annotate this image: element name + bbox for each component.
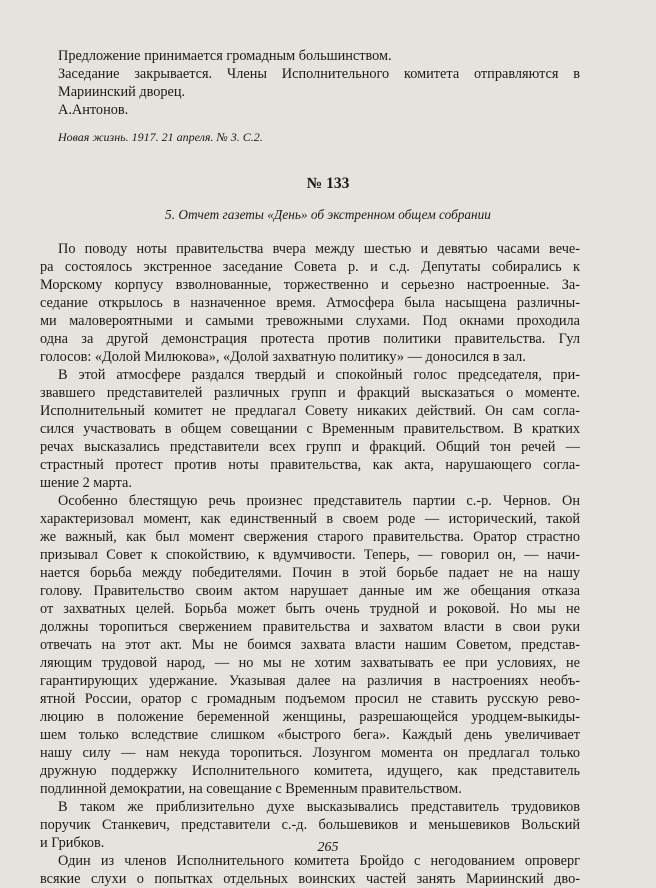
document-title: 5. Отчет газеты «День» об экстренном общем собрании (165, 207, 491, 222)
body-line: Исполнительный комитет не предлагал Совету никаких действий. Он сам согла- (40, 403, 580, 419)
body-line: страстный протест против ноты правительства, как акта, нарушающего согла- (40, 457, 580, 473)
body-line: В этой атмосфере раздался твердый и спокойный голос председателя, при- (58, 367, 580, 383)
body-line: от захватных целей. Борьба может быть очень трудной и роковой. Но мы не (40, 601, 580, 617)
body-line: Особенно блестящую речь произнес представитель партии с.-р. Чернов. Он (58, 493, 580, 509)
text-line: Мариинский дворец. (58, 84, 186, 100)
body-line: и Грибков. (40, 835, 105, 851)
top-paragraphs (58, 47, 580, 119)
body-line: всякие слухи о попытках отдельных воинских частей занять Мариинский дво- (40, 871, 580, 887)
body-line: ми маловероятными и самыми тревожными слухами. Под окнами проходила (40, 313, 580, 329)
main-body (40, 240, 580, 888)
body-line: одна за другой демонстрация протеста против политики правительства. Гул (40, 331, 580, 347)
text-line: Заседание закрывается. Члены Исполнительного комитета отправляются в (58, 66, 580, 82)
body-line: ра состоялось экстренное заседание Совета р. и с.д. Депутаты собирались к (40, 259, 580, 275)
source-citation: Новая жизнь. 1917. 21 апреля. № 3. С.2. (58, 130, 263, 144)
body-line: голову. Правительство своим актом нарушает данные им же обещания отказа (40, 583, 580, 599)
body-line: шем только вследствие слишком «быстрого бега». Каждый день увеличивает (40, 727, 580, 743)
body-line: поручик Станкевич, представители с.-д. большевиков и меньшевиков Вольский (40, 817, 580, 833)
body-line: характеризовал момент, как единственный в своем роде — исторический, такой (40, 511, 580, 527)
body-line: люцию в положение беременной женщины, разрешающейся уродцем-выкиды- (40, 709, 580, 725)
body-line: призывал Совет к спокойствию, к вдумчивости. Теперь, — говорил он, — начи- (40, 547, 580, 563)
body-line: отвечать на этот акт. Мы не боимся захвата власти нашим Советом, представ- (40, 637, 580, 653)
text-line: Предложение принимается громадным большинством. (58, 48, 392, 64)
page-number: 265 (317, 840, 339, 855)
body-line: подлинной демократии, на совещание с Временным правительством. (40, 781, 462, 797)
body-line: звавшего представителей различных групп и фракций высказаться о моменте. (40, 385, 580, 401)
body-line: сился участвовать в общем совещании с Временным правительством. В кратких (40, 421, 580, 437)
body-line: По поводу ноты правительства вчера между шестью и девятью часами вече- (58, 241, 580, 257)
body-line: голосов: «Долой Милюкова», «Долой захватную политику» — доносился в зал. (40, 349, 526, 365)
body-line: нашу силу — нам некуда торопиться. Лозунгом момента он предлагал только (40, 745, 580, 761)
body-line: ляющим трудовой народ, — но мы не хотим захватывать ее при условиях, не (40, 655, 580, 671)
body-line: ятной России, оратор с громадным подъемом просил не ставить русскую рево- (40, 691, 580, 707)
signature-line: А.Антонов. (58, 102, 129, 118)
body-line: седание открылось в назначенное время. Атмосфера была насыщена различны- (40, 295, 580, 311)
body-line: В таком же приблизительно духе высказывались представитель трудовиков (58, 799, 580, 815)
body-line: шение 2 марта. (40, 475, 132, 491)
body-line: Морскому корпусу взволнованные, торжественно и серьезно настроенные. За- (40, 277, 580, 293)
body-line: Один из членов Исполнительного комитета Бройдо с негодованием опроверг (58, 853, 580, 869)
body-line: дружную поддержку Исполнительного комитета, идущего, как представитель (40, 763, 580, 779)
body-line: речах высказались представители всех групп и фракций. Общий тон речей — (40, 439, 580, 455)
body-line: гарантирующих удержание. Указывая далее на различия в настроениях необъ- (40, 673, 580, 689)
body-line: же важный, как был момент свержения старого правительства. Оратор страстно (40, 529, 580, 545)
document-number: № 133 (306, 175, 350, 192)
body-line: должны торопиться свержением правительства и захватом власти в свои руки (40, 619, 580, 635)
body-line: нается борьба между победителями. Почин в этой борьбе падает не на нашу (40, 565, 580, 581)
